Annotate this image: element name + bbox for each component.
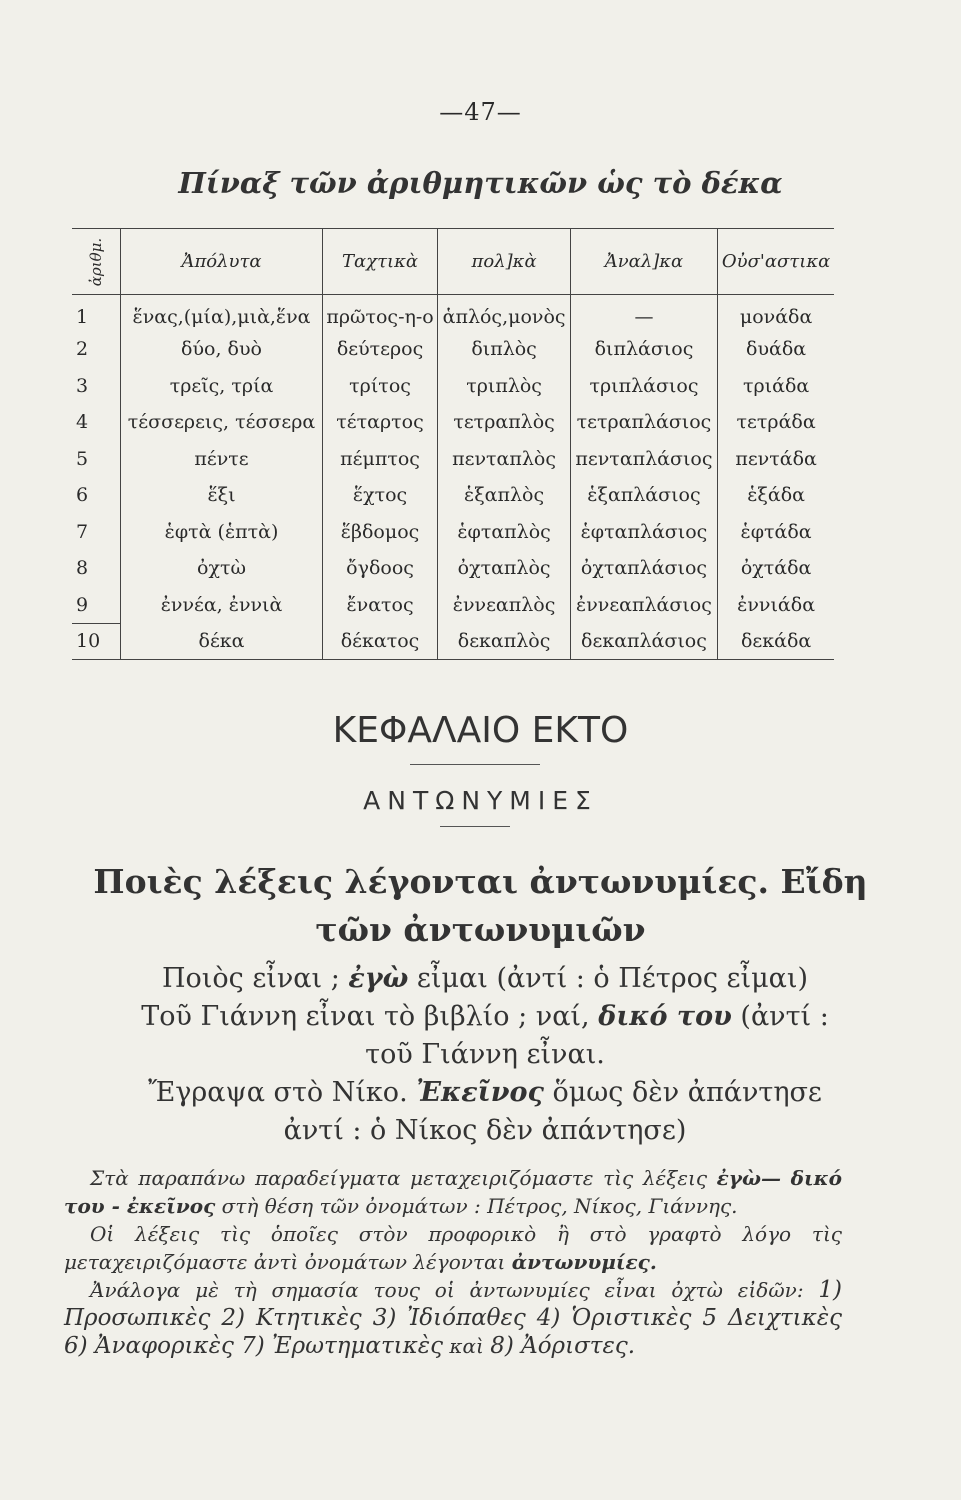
cell-multiplicative: διπλὸς [438,331,570,368]
cell-noun: δεκάδα [718,623,834,660]
cell-number: 2 [76,338,89,361]
explanatory-notes [64,1164,842,1360]
table-title: Πίναξ τῶν ἀριθμητικῶν ὡς τὸ δέκα [178,166,783,200]
cell-noun: πεντάδα [718,441,834,478]
cell-multiplicative: ἁπλός,μονὸς [438,295,570,332]
text-run: καὶ [443,1334,491,1358]
pronoun-type-last: 8) Ἀόριστες. [490,1333,636,1359]
cell-multiplicative: ἐννεαπλὸς [438,587,570,624]
cell-proportional: ἐννεαπλάσιος [570,587,717,624]
cell-multiplicative: ἑφταπλὸς [438,514,570,551]
example-line [105,1074,865,1112]
cell-noun: μονάδα [718,295,834,332]
cell-proportional: δεκαπλάσιος [570,623,717,660]
chapter-title: ΚΕΦΑΛΑΙΟ ΕΚΤΟ [332,710,629,751]
table-row [72,331,834,368]
divider [410,764,540,765]
header-ordinal: Ταχτικὰ [322,229,438,295]
cell-proportional: τριπλάσιος [570,368,717,405]
text-run: (ἀντί : [731,1001,829,1032]
cell-number: 7 [76,520,89,543]
divider [440,826,510,827]
cell-proportional: τετραπλάσιος [570,404,717,441]
table-row [72,514,834,551]
example-line: ἀντί : ὁ Νίκος δὲν ἀπάντησε) [283,1115,687,1146]
cell-cardinal: ἕνας,(μία),μιὰ,ἕνα [121,295,322,332]
text-run: εἶμαι (ἀντί : ὁ Πέτρος εἶμαι) [408,963,809,994]
emphasis-word: δικό του [598,1001,732,1032]
section-heading-line: τῶν ἀντωνυμιῶν [315,910,646,949]
page-number: —47— [439,98,522,126]
cell-number: 8 [76,557,89,580]
cell-cardinal: δύο, δυὸ [121,331,322,368]
cell-number: 10 [72,623,121,660]
cell-multiplicative: ἑξαπλὸς [438,477,570,514]
emphasis-word: ἐγὼ [348,963,409,994]
emphasis-word: ἀντωνυμίες. [511,1250,657,1274]
emphasis-word: δικό του - ἐκεῖνος [64,1166,842,1218]
cell-number: 4 [76,411,89,434]
emphasis-word: Ἐκεῖνος [416,1077,544,1108]
cell-noun: δυάδα [718,331,834,368]
cell-noun: ἐννιάδα [718,587,834,624]
cell-cardinal: ἑφτὰ (ἑπτὰ) [121,514,322,551]
cell-ordinal: τρίτος [322,368,438,405]
cell-multiplicative: τετραπλὸς [438,404,570,441]
table-row [72,550,834,587]
cell-number: 3 [76,374,89,397]
cell-proportional: ἑξαπλάσιος [570,477,717,514]
cell-ordinal: πρῶτος-η-ο [322,295,438,332]
cell-cardinal: ἕξι [121,477,322,514]
text-run: στὴ θέση τῶν ὀνομάτων : Πέτρος, Νίκος, Γιάννης. [215,1194,738,1218]
note-paragraph [64,1276,842,1360]
cell-proportional: πενταπλάσιος [570,441,717,478]
cell-ordinal: πέμπτος [322,441,438,478]
numerals-table [72,228,834,660]
table-row [72,587,834,624]
cell-noun: ὀχτάδα [718,550,834,587]
table-row [72,477,834,514]
cell-number: 6 [76,484,89,507]
example-line [105,998,865,1036]
table-row [72,295,834,332]
pronoun-types-list: 1) Προσωπικὲς 2) Κτητικὲς 3) Ἰδιόπαθες 4) Ὁριστικὲς 5 Δειχτικὲς 6) Ἀναφορικὲς 7) Ἐρωτηματικὲς [64,1277,842,1359]
cell-noun: τετράδα [718,404,834,441]
header-proportional: Ἀναλ]κα [570,229,717,295]
text-run: Ἀνάλογα μὲ τὴ σημασία τους οἱ ἀντωνυμίες εἶναι ὀχτὼ εἰδῶν: [90,1278,819,1302]
example-line [105,960,865,998]
text-run: Οἱ λέξεις τὶς ὁποῖες στὸν προφορικὸ ἢ στὸ γραφτὸ λόγο τὶς μεταχειριζόμαστε ἀντὶ ὀνομάτων λέγονται [64,1222,842,1274]
table-row [72,623,834,660]
example-line: τοῦ Γιάννη εἶναι. [365,1039,605,1070]
cell-noun: τριάδα [718,368,834,405]
cell-multiplicative: τριπλὸς [438,368,570,405]
cell-cardinal: ἐννέα, ἐννιὰ [121,587,322,624]
cell-cardinal: ὀχτὼ [121,550,322,587]
cell-proportional: ὀχταπλάσιος [570,550,717,587]
table-row [72,404,834,441]
cell-ordinal: ἕβδομος [322,514,438,551]
header-noun: Οὐσ'αστικα [718,229,834,295]
text-run: Ἔγραψα στὸ Νίκο. [148,1077,417,1108]
cell-noun: ἑφτάδα [718,514,834,551]
table-row [72,368,834,405]
header-cardinal: Ἀπόλυτα [121,229,322,295]
cell-cardinal: δέκα [121,623,322,660]
text-run: Τοῦ Γιάννη εἶναι τὸ βιβλίο ; ναί, [141,1001,599,1032]
cell-ordinal: ὄγδοος [322,550,438,587]
note-paragraph [64,1164,842,1220]
emphasis-word: ἐγὼ— [716,1166,782,1190]
table-header-row [72,229,834,295]
cell-ordinal: τέταρτος [322,404,438,441]
cell-number: 5 [76,447,89,470]
header-multiplicative: πολ]κὰ [438,229,570,295]
cell-proportional: διπλάσιος [570,331,717,368]
section-heading [0,858,961,954]
cell-multiplicative: πενταπλὸς [438,441,570,478]
header-number: ἀριθμ. [87,237,106,286]
text-run: Ποιὸς εἶναι ; [161,963,349,994]
cell-cardinal: τέσσερεις, τέσσερα [121,404,322,441]
section-title: ΑΝΤΩΝΥΜΙΕΣ [363,786,598,815]
cell-multiplicative: ὀχταπλὸς [438,550,570,587]
cell-proportional: ἑφταπλάσιος [570,514,717,551]
table-row [72,441,834,478]
example-text [105,960,865,1150]
cell-proportional: — [570,295,717,332]
note-paragraph [64,1220,842,1276]
cell-multiplicative: δεκαπλὸς [438,623,570,660]
text-run: ὅμως δὲν ἀπάντησε [543,1077,822,1108]
cell-ordinal: ἔνατος [322,587,438,624]
cell-ordinal: ἕχτος [322,477,438,514]
cell-cardinal: πέντε [121,441,322,478]
text-run: Στὰ παραπάνω παραδείγματα μεταχειριζόμαστε τὶς λέξεις [90,1166,717,1190]
section-heading-line: Ποιὲς λέξεις λέγονται ἀντωνυμίες. Εἴδη [93,862,868,901]
cell-cardinal: τρεῖς, τρία [121,368,322,405]
cell-ordinal: δέκατος [322,623,438,660]
cell-noun: ἑξάδα [718,477,834,514]
cell-number: 1 [76,306,89,328]
cell-number: 9 [76,593,89,616]
cell-ordinal: δεύτερος [322,331,438,368]
